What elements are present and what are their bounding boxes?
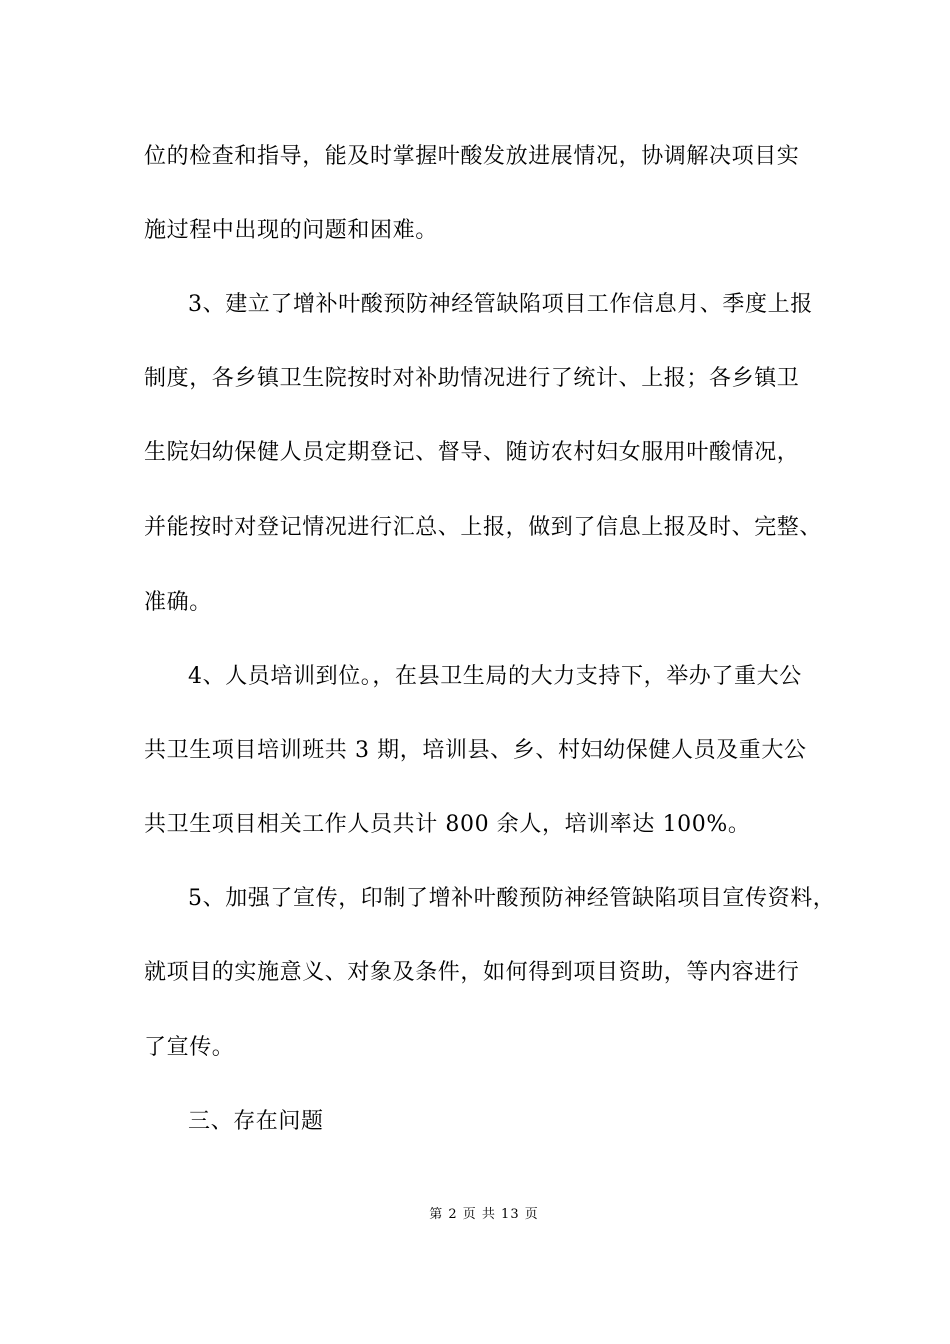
paragraph-3-line-2: 制度，各乡镇卫生院按时对补助情况进行了统计、上报；各乡镇卫 [144,366,800,391]
paragraph-5-line-1: 5、加强了宣传，印制了增补叶酸预防神经管缺陷项目宣传资料， [188,886,836,911]
text-line-1: 位的检查和指导，能及时掌握叶酸发放进展情况，协调解决项目实 [144,144,800,169]
text-line-2: 施过程中出现的问题和困难。 [144,218,438,243]
paragraph-3-line-4: 并能按时对登记情况进行汇总、上报，做到了信息上报及时、完整、 [144,515,823,540]
paragraph-4-line-3: 共卫生项目相关工作人员共计 800 余人，培训率达 100%。 [144,812,751,837]
paragraph-3-line-1: 3、建立了增补叶酸预防神经管缺陷项目工作信息月、季度上报 [188,292,813,317]
section-heading-problems: 三、存在问题 [188,1109,324,1134]
paragraph-3-line-5: 准确。 [144,590,212,615]
paragraph-4-line-2: 共卫生项目培训班共 3 期，培训县、乡、村妇幼保健人员及重大公 [144,738,807,763]
page-number-footer: 第 2 页 共 13 页 [429,1207,539,1222]
paragraph-4-line-1: 4、人员培训到位。，在县卫生局的大力支持下，举办了重大公 [188,664,802,689]
paragraph-5-line-2: 就项目的实施意义、对象及条件，如何得到项目资助，等内容进行 [144,960,800,985]
paragraph-5-line-3: 了宣传。 [144,1035,235,1060]
paragraph-3-line-3: 生院妇幼保健人员定期登记、督导、随访农村妇女服用叶酸情况， [144,440,800,465]
